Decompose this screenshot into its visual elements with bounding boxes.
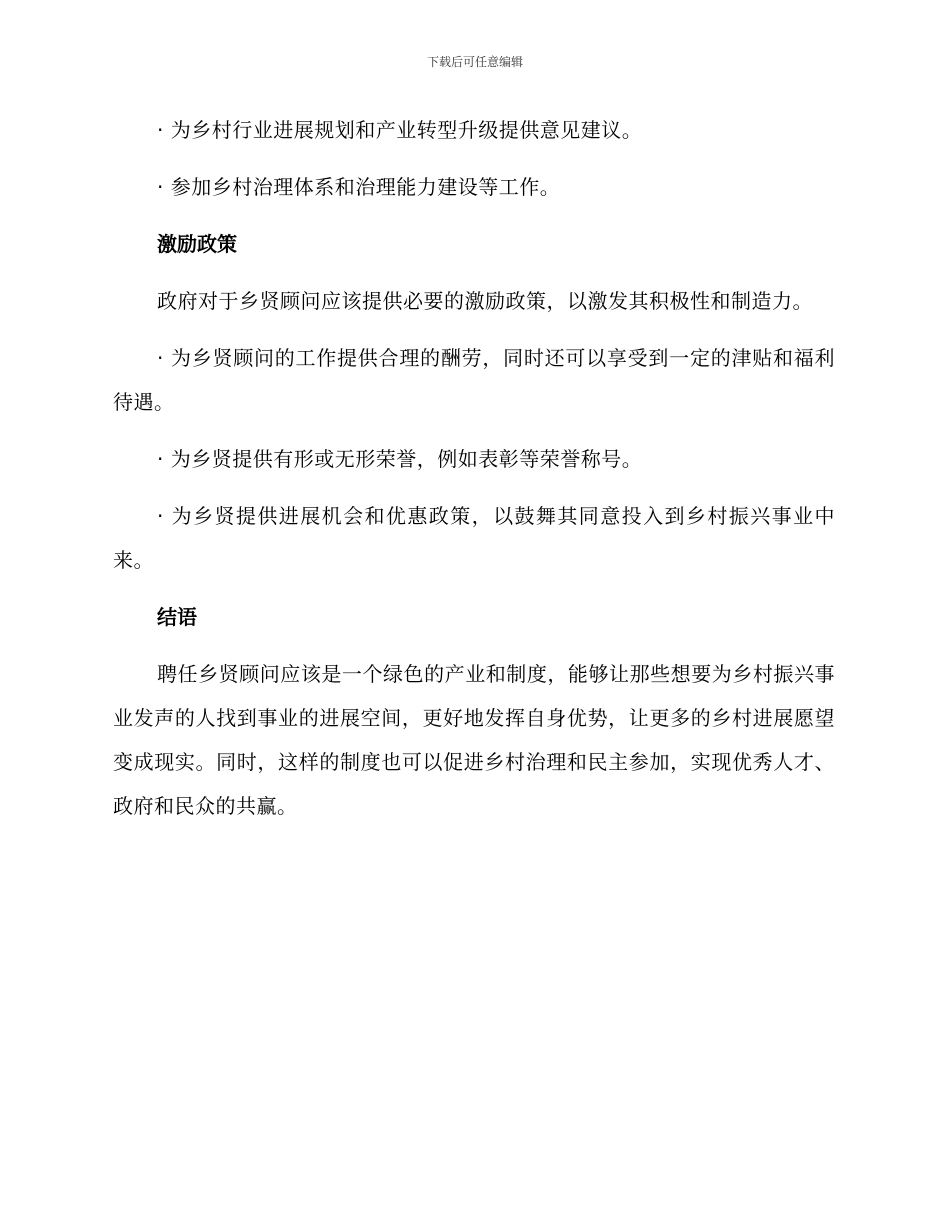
bullet-industry-planning: · 为乡村行业进展规划和产业转型升级提供意见建议。 <box>157 118 643 142</box>
document-body <box>113 108 835 828</box>
page-header: 下载后可任意编辑 <box>426 55 523 69</box>
bullet-compensation: · 为乡贤顾问的工作提供合理的酬劳，同时还可以享受到一定的津贴和福利待遇。 <box>113 346 835 414</box>
bullet-governance: · 参加乡村治理体系和治理能力建设等工作。 <box>157 175 561 199</box>
conclusion-paragraph: 聘任乡贤顾问应该是一个绿色的产业和制度，能够让那些想要为乡村振兴事业发声的人找到事业的进展空间，更好地发挥自身优势，让更多的乡村进展愿望变成现实。同时，这样的制度也可以促进乡村治理和民主参加，实现优秀人才、政府和民众的共赢。 <box>113 662 835 818</box>
heading-incentive-policy: 激励政策 <box>157 232 237 256</box>
bullet-honors: · 为乡贤提供有形或无形荣誉，例如表彰等荣誉称号。 <box>157 447 643 471</box>
incentive-intro-paragraph: 政府对于乡贤顾问应该提供必要的激励政策，以激发其积极性和制造力。 <box>157 289 813 313</box>
bullet-opportunities: · 为乡贤提供进展机会和优惠政策，以鼓舞其同意投入到乡村振兴事业中来。 <box>113 504 835 572</box>
heading-conclusion: 结语 <box>157 605 197 629</box>
